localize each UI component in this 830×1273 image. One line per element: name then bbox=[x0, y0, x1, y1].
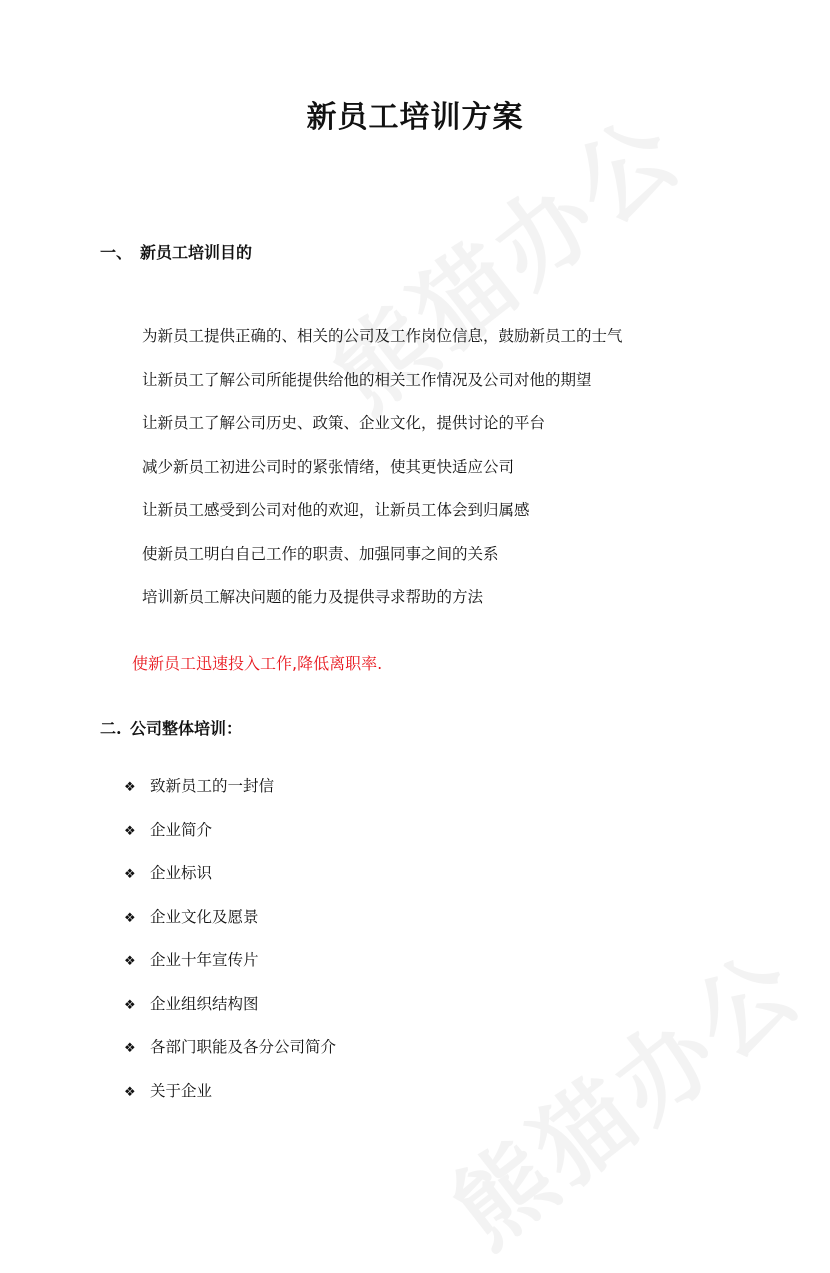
topic-item bbox=[124, 775, 336, 819]
topic-item bbox=[124, 906, 336, 950]
goal-item: 让新员工了解公司所能提供给他的相关工作情况及公司对他的期望 bbox=[142, 370, 592, 389]
diamond-bullet-icon: ❖ bbox=[124, 823, 136, 839]
diamond-bullet-icon: ❖ bbox=[124, 867, 136, 882]
diamond-bullet-icon: ❖ bbox=[124, 910, 136, 926]
goal-item: 让新员工感受到公司对他的欢迎，让新员工体会到归属感 bbox=[142, 501, 530, 519]
diamond-bullet-icon: ❖ bbox=[124, 1084, 136, 1100]
section-1-title: 新员工培训目的 bbox=[140, 243, 253, 262]
diamond-bullet-icon: ❖ bbox=[124, 1041, 136, 1056]
topic-item bbox=[124, 1036, 336, 1080]
goal-item: 减少新员工初进公司时的紧张情绪，使其更快适应公司 bbox=[142, 457, 515, 476]
topic-item bbox=[124, 993, 336, 1037]
section-1-heading bbox=[100, 240, 252, 263]
topic-label: 关于企业 bbox=[150, 1081, 213, 1100]
watermark bbox=[420, 914, 826, 1273]
topic-label: 企业简介 bbox=[150, 820, 213, 839]
topic-label: 企业标识 bbox=[150, 864, 213, 882]
diamond-bullet-icon: ❖ bbox=[124, 954, 136, 969]
topic-item bbox=[124, 862, 336, 906]
topic-item bbox=[124, 949, 336, 993]
section-2-heading bbox=[100, 716, 242, 739]
topic-label: 各部门职能及各分公司简介 bbox=[150, 1038, 337, 1056]
topic-label: 企业十年宣传片 bbox=[150, 951, 259, 969]
company-training-list bbox=[124, 775, 336, 1123]
emphasis-statement: 使新员工迅速投入工作,降低离职率. bbox=[132, 654, 383, 673]
section-1-number: 一、 bbox=[100, 243, 133, 262]
training-goals-list bbox=[142, 325, 623, 630]
section-2-number: 二. bbox=[100, 719, 122, 738]
diamond-bullet-icon: ❖ bbox=[124, 997, 136, 1013]
diamond-bullet-icon: ❖ bbox=[124, 780, 136, 795]
page-title: 新员工培训方案 bbox=[306, 100, 524, 135]
topic-item bbox=[124, 819, 336, 863]
goal-item: 使新员工明白自己工作的职责、加强同事之间的关系 bbox=[142, 544, 499, 563]
topic-item bbox=[124, 1080, 336, 1124]
topic-label: 企业组织结构图 bbox=[150, 994, 259, 1013]
topic-label: 致新员工的一封信 bbox=[150, 777, 275, 795]
goal-item: 让新员工了解公司历史、政策、企业文化，提供讨论的平台 bbox=[142, 414, 546, 432]
topic-label: 企业文化及愿景 bbox=[150, 907, 259, 926]
section-2-title: 公司整体培训： bbox=[130, 719, 243, 738]
goal-item: 培训新员工解决问题的能力及提供寻求帮助的方法 bbox=[142, 588, 484, 606]
goal-item: 为新员工提供正确的、相关的公司及工作岗位信息，鼓励新员工的士气 bbox=[142, 327, 623, 345]
